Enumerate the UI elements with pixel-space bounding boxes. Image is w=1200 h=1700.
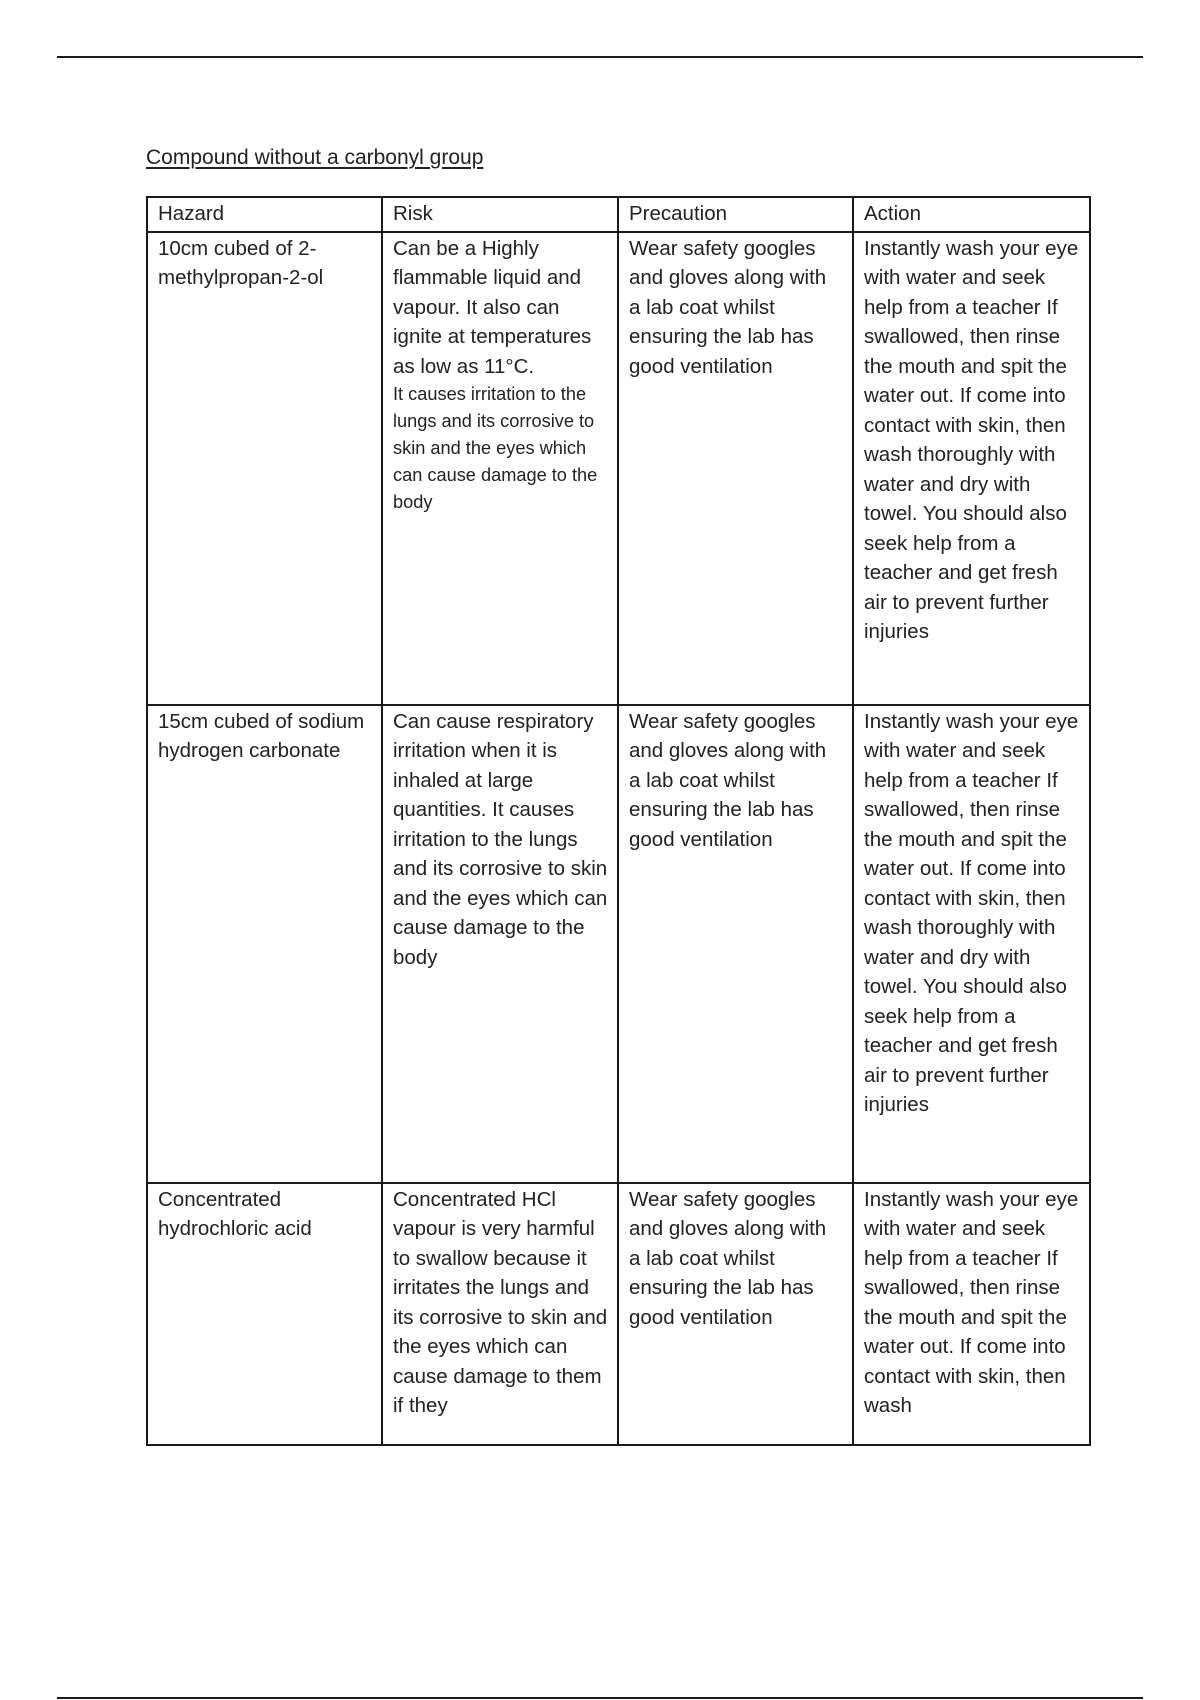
section-heading: Compound without a carbonyl group — [146, 146, 484, 169]
table-row — [147, 1183, 1090, 1445]
precaution-cell: Wear safety googles and gloves along with a lab coat whilst ensuring the lab has good ventilation — [618, 1183, 853, 1445]
precaution-cell: Wear safety googles and gloves along with a lab coat whilst ensuring the lab has good ventilation — [618, 232, 853, 705]
risk-cell: Concentrated HCl vapour is very harmful to swallow because it irritates the lungs and its corrosive to skin and the eyes which can cause damage to them if they — [382, 1183, 618, 1445]
column-header-precaution: Precaution — [618, 197, 853, 232]
risk-cell: Can cause respiratory irritation when it is inhaled at large quantities. It causes irritation to the lungs and its corrosive to skin and the eyes which can cause damage to the body — [382, 705, 618, 1183]
table-row — [147, 705, 1090, 1183]
action-cell: Instantly wash your eye with water and seek help from a teacher If swallowed, then rinse the mouth and spit the water out. If come into contact with skin, then wash — [853, 1183, 1090, 1445]
hazard-cell: 15cm cubed of sodium hydrogen carbonate — [147, 705, 382, 1183]
column-header-hazard: Hazard — [147, 197, 382, 232]
action-cell: Instantly wash your eye with water and seek help from a teacher If swallowed, then rinse the mouth and spit the water out. If come into contact with skin, then wash thoroughly with water and dry with towel. You should also seek help from a teacher and get fresh air to prevent further injuries — [853, 232, 1090, 705]
risk-assessment-table — [146, 196, 1091, 1446]
risk-cell — [382, 232, 618, 705]
column-header-risk: Risk — [382, 197, 618, 232]
footer-rule — [57, 1697, 1143, 1699]
risk-text: Can be a Highly flammable liquid and vapour. It also can ignite at temperatures as low as 11°C. — [393, 236, 592, 378]
hazard-cell: 10cm cubed of 2-methylpropan-2-ol — [147, 232, 382, 705]
column-header-action: Action — [853, 197, 1090, 232]
precaution-cell: Wear safety googles and gloves along with a lab coat whilst ensuring the lab has good ventilation — [618, 705, 853, 1183]
table-header-row — [147, 197, 1090, 232]
header-rule — [57, 56, 1143, 58]
hazard-cell: Concentrated hydrochloric acid — [147, 1183, 382, 1445]
table-row — [147, 232, 1090, 705]
risk-text-extra: It causes irritation to the lungs and its corrosive to skin and the eyes which can cause damage to the body — [393, 384, 598, 512]
action-cell: Instantly wash your eye with water and seek help from a teacher If swallowed, then rinse the mouth and spit the water out. If come into contact with skin, then wash thoroughly with water and dry with towel. You should also seek help from a teacher and get fresh air to prevent further injuries — [853, 705, 1090, 1183]
